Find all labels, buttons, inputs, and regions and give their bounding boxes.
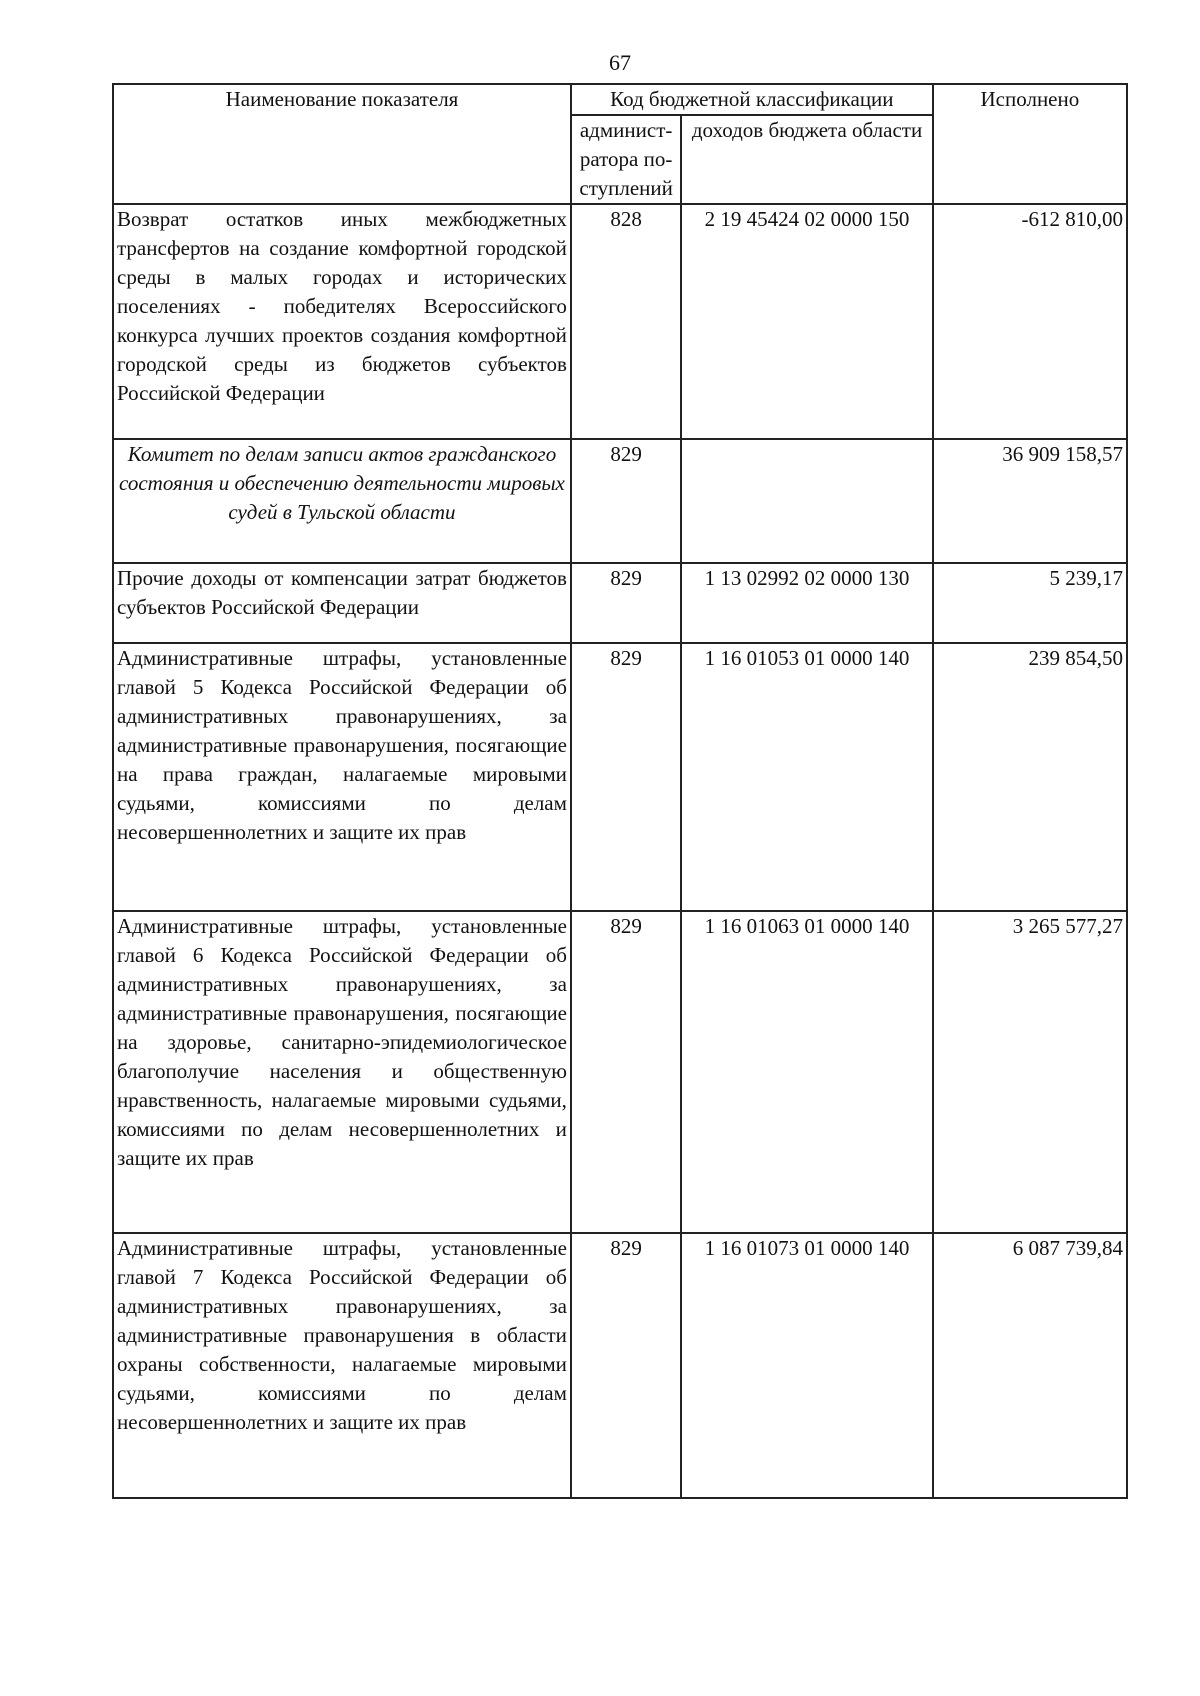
row-income-code: 2 19 45424 02 0000 150 bbox=[681, 204, 932, 439]
header-budget-classification-code: Код бюджетной классификации bbox=[571, 84, 933, 115]
row-executed-amount: 6 087 739,84 bbox=[933, 1233, 1127, 1498]
table-row bbox=[113, 1233, 1127, 1498]
table-row bbox=[113, 563, 1127, 643]
row-executed-amount: -612 810,00 bbox=[933, 204, 1127, 439]
budget-income-table bbox=[112, 83, 1128, 1499]
row-income-code: 1 16 01063 01 0000 140 bbox=[681, 911, 932, 1233]
row-indicator-name: Административные штрафы, установленные главой 5 Кодекса Российской Федерации об административных правонарушениях, за административные правонарушения, посягающие на права граждан, налагаемые мировыми судьями, комиссиями по делам несовершеннолетних и защите их прав bbox=[113, 643, 571, 911]
row-indicator-name: Возврат остатков иных межбюджетных трансфертов на создание комфортной городской среды в малых городах и исторических поселениях - победителях Всероссийского конкурса лучших проектов создания комфортной городской среды из бюджетов субъектов Российской Федерации bbox=[113, 204, 571, 439]
table-row-section-header bbox=[113, 439, 1127, 563]
row-executed-amount: 36 909 158,57 bbox=[933, 439, 1127, 563]
row-indicator-name: Комитет по делам записи актов гражданского состояния и обеспечению деятельности мировых судей в Тульской области bbox=[113, 439, 571, 563]
page-number: 67 bbox=[609, 50, 631, 75]
row-admin-code: 829 bbox=[571, 643, 681, 911]
header-admin-code: админист-ратора по-ступлений bbox=[571, 115, 681, 204]
row-income-code: 1 13 02992 02 0000 130 bbox=[681, 563, 932, 643]
row-executed-amount: 239 854,50 bbox=[933, 643, 1127, 911]
row-admin-code: 829 bbox=[571, 1233, 681, 1498]
row-executed-amount: 3 265 577,27 bbox=[933, 911, 1127, 1233]
row-admin-code: 829 bbox=[571, 439, 681, 563]
row-income-code: 1 16 01053 01 0000 140 bbox=[681, 643, 932, 911]
header-executed: Исполнено bbox=[933, 84, 1127, 204]
table-row bbox=[113, 911, 1127, 1233]
row-indicator-name: Административные штрафы, установленные главой 6 Кодекса Российской Федерации об административных правонарушениях, за административные правонарушения, посягающие на здоровье, санитарно-эпидемиологическое благополучие населения и общественную нравственность, налагаемые мировыми судьями, комиссиями по делам несовершеннолетних и защите их прав bbox=[113, 911, 571, 1233]
header-income-code: доходов бюджета области bbox=[681, 115, 932, 204]
header-indicator-name: Наименование показателя bbox=[113, 84, 571, 204]
row-admin-code: 829 bbox=[571, 911, 681, 1233]
row-indicator-name: Прочие доходы от компенсации затрат бюджетов субъектов Российской Федерации bbox=[113, 563, 571, 643]
row-indicator-name: Административные штрафы, установленные главой 7 Кодекса Российской Федерации об административных правонарушениях, за административные правонарушения в области охраны собственности, налагаемые мировыми судьями, комиссиями по делам несовершеннолетних и защите их прав bbox=[113, 1233, 571, 1498]
row-admin-code: 828 bbox=[571, 204, 681, 439]
table-row bbox=[113, 204, 1127, 439]
row-admin-code: 829 bbox=[571, 563, 681, 643]
row-income-code bbox=[681, 439, 932, 563]
table-row bbox=[113, 643, 1127, 911]
row-executed-amount: 5 239,17 bbox=[933, 563, 1127, 643]
row-income-code: 1 16 01073 01 0000 140 bbox=[681, 1233, 932, 1498]
